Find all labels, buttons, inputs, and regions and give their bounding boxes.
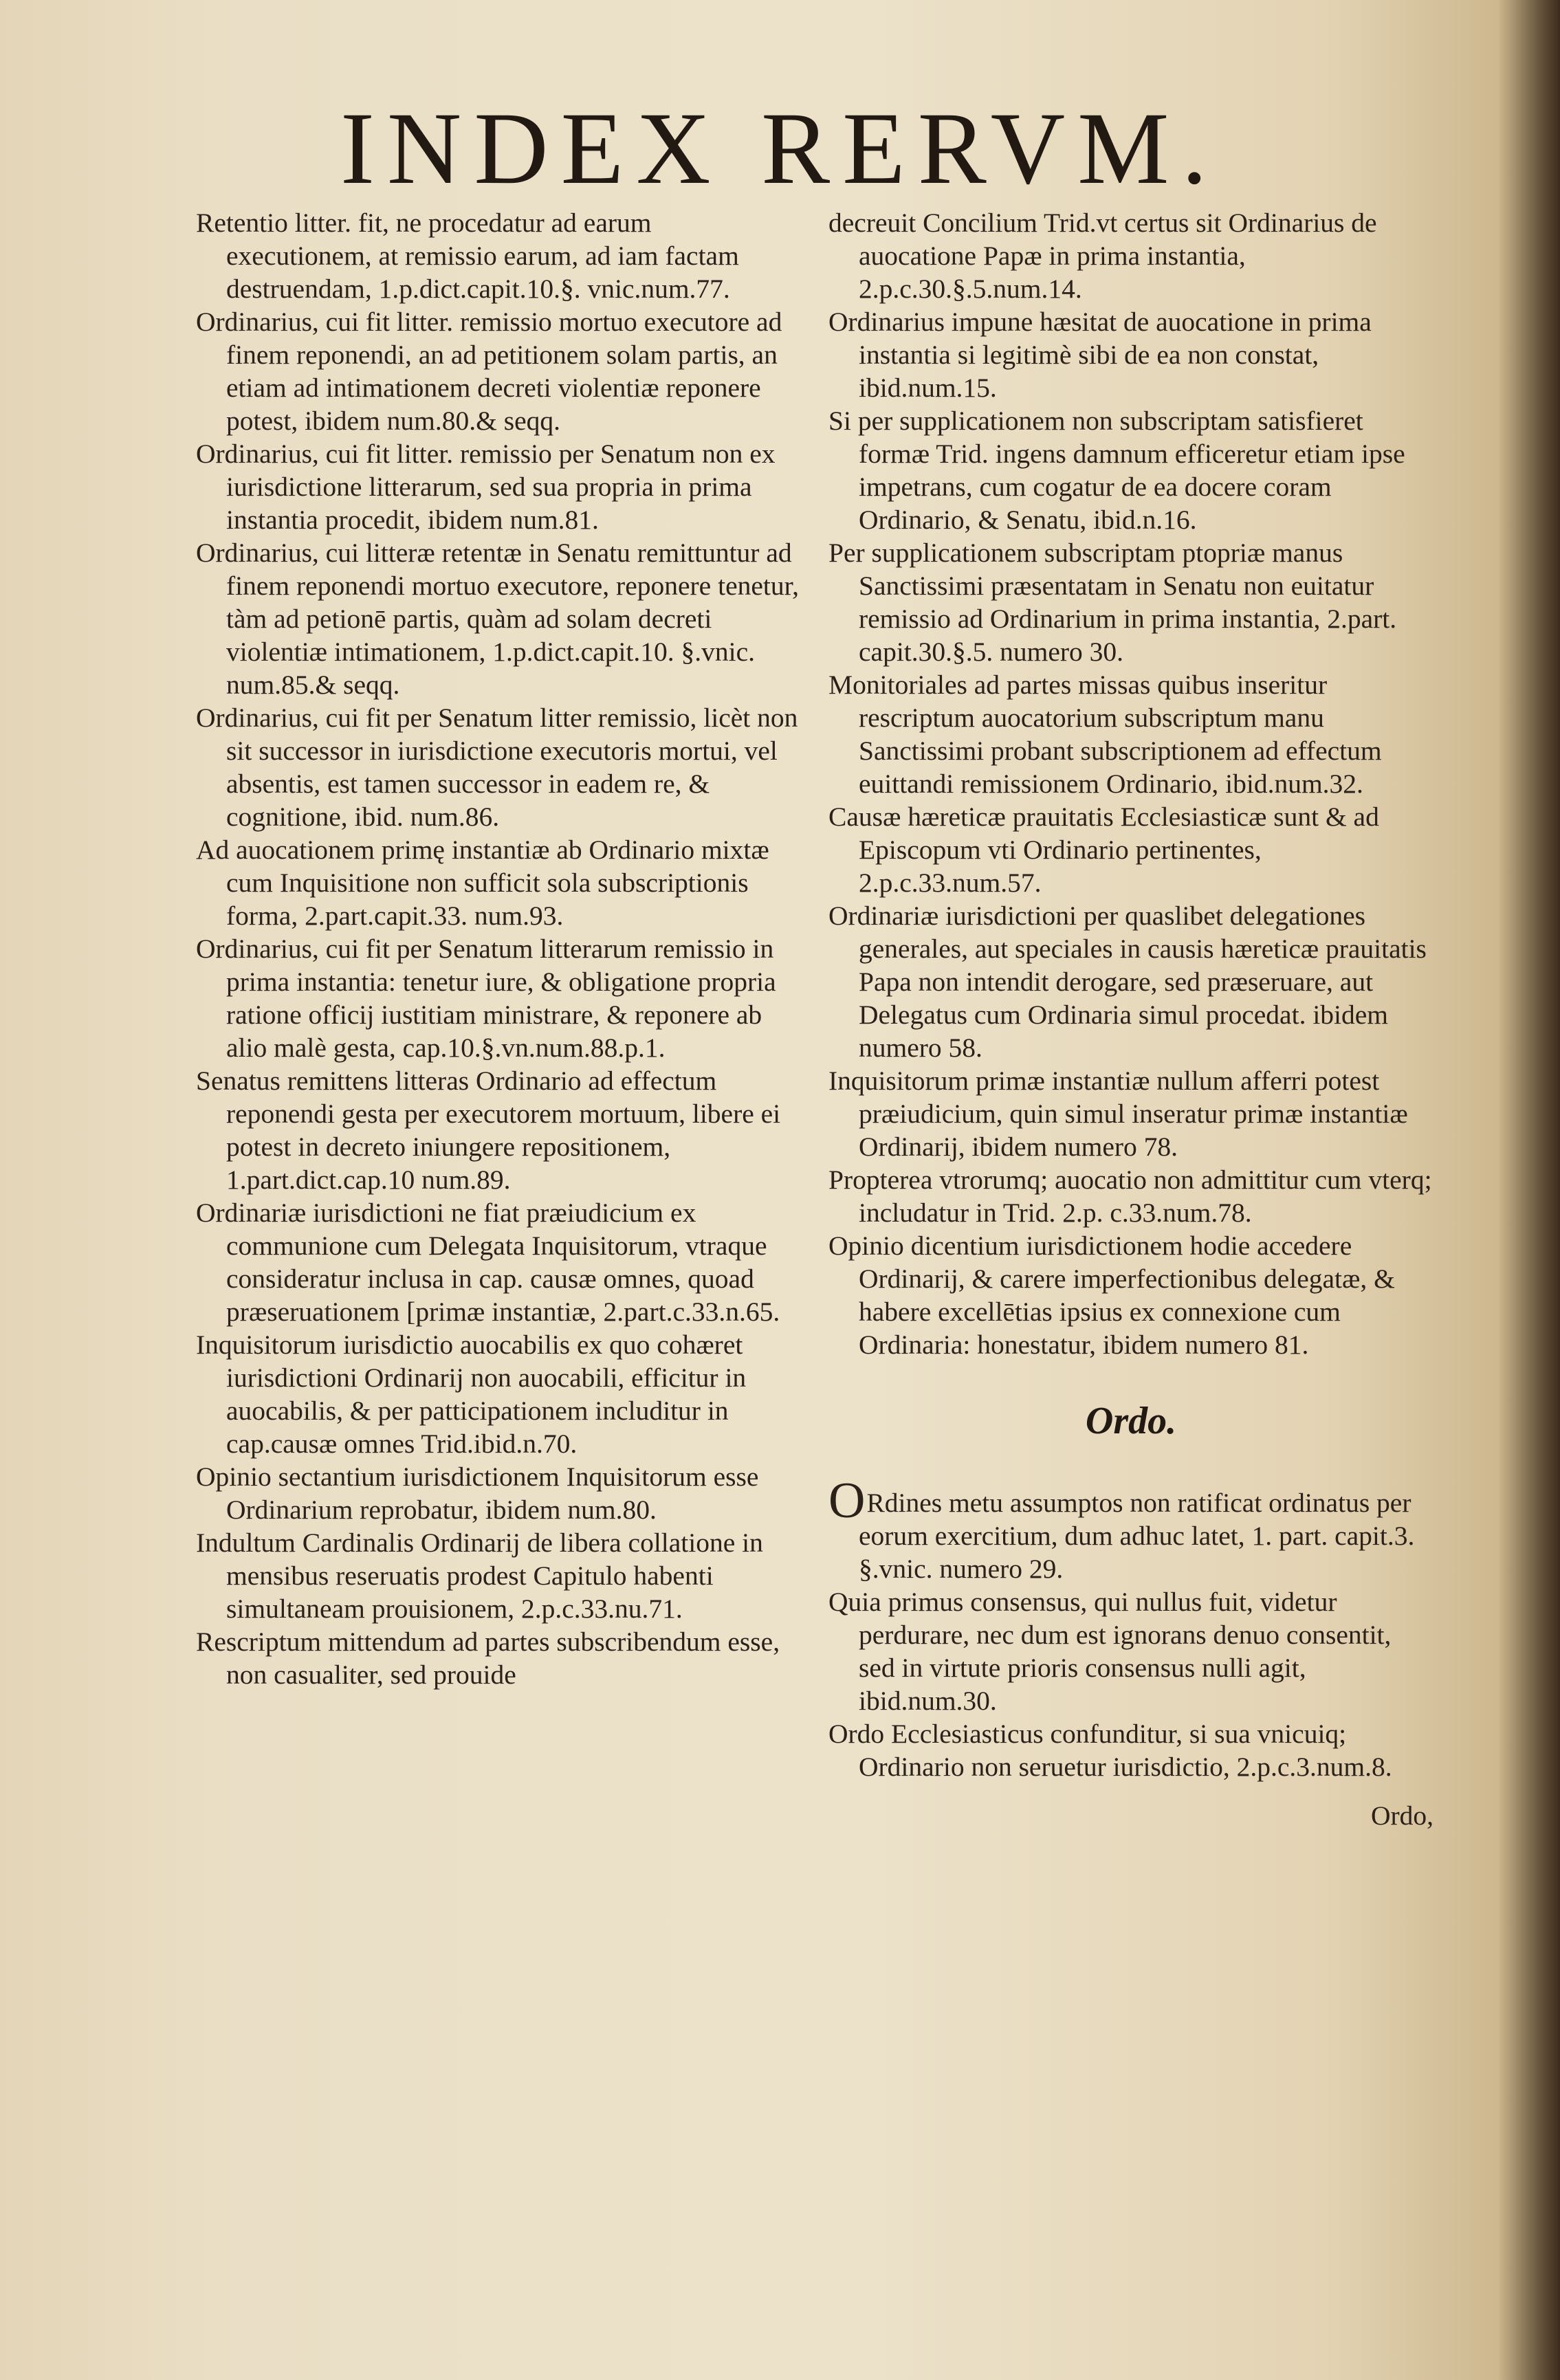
index-entry: Rescriptum mittendum ad partes subscribendum esse, non casualiter, sed prouide	[196, 1627, 780, 1690]
index-entry: decreuit Concilium Trid.vt certus sit Ordinarius de auocatione Papæ in prima instantia, 2.p.c.30.§.5.num.14.	[828, 208, 1377, 304]
section-heading: Ordo.	[1085, 1400, 1177, 1442]
index-entry: Ordinarius, cui fit per Senatum litterarum remissio in prima instantia: tenetur iure, & obligatione propria ratione officij iustitiam ministrare, & reponere ab alio malè gesta, cap.10.§.vn.num.88.p.1.	[196, 934, 776, 1063]
index-entry: Ordinarius impune hæsitat de auocatione in prima instantia si legitimè sibi de ea non constat, ibid.num.15.	[828, 307, 1372, 403]
index-entry: Quia primus consensus, qui nullus fuit, videtur perdurare, nec dum est ignorans denuo consentit, sed in virtute prioris consensus nulli agit, ibid.num.30.	[828, 1587, 1392, 1716]
index-entry: Propterea vtrorumq; auocatio non admittitur cum vterq; includatur in Trid. 2.p. c.33.num.78.	[828, 1165, 1432, 1228]
index-entry: Ordinariæ iurisdictioni per quaslibet delegationes generales, aut speciales in causis hæreticæ prauitatis Papa non intendit derogare, sed præseruare, aut Delegatus cum Ordinaria simul procedat. ibidem numero 58.	[828, 901, 1427, 1063]
index-entry: Indultum Cardinalis Ordinarij de libera collatione in mensibus reseruatis prodest Capitulo habenti simultaneam prouisionem, 2.p.c.33.nu.71.	[196, 1528, 763, 1624]
index-entry: Ordinariæ iurisdictioni ne fiat præiudicium ex communione cum Delegata Inquisitorum, vtraque consideratur inclusa in cap. causæ omnes, quoad præseruationem [primæ instantiæ, 2.part.c.33.n.65.	[196, 1198, 780, 1327]
index-entry: Ad auocationem primę instantiæ ab Ordinario mixtæ cum Inquisitione non sufficit sola subscriptionis forma, 2.part.capit.33. num.93.	[196, 835, 769, 931]
index-entry: Retentio litter. fit, ne procedatur ad earum executionem, at remissio earum, ad iam factam destruendam, 1.p.dict.capit.10.§. vnic.num.77.	[196, 208, 739, 304]
index-entry: Per supplicationem subscriptam ptopriæ manus Sanctissimi præsentatam in Senatu non euitatur remissio ad Ordinarium in prima instantia, 2.part. capit.30.§.5. numero 30.	[828, 538, 1397, 667]
index-entry: Ordinarius, cui fit litter. remissio mortuo executore ad finem reponendi, an ad petitionem solam partis, an etiam ad intimationem decreti violentiæ reponere potest, ibidem num.80.& seqq.	[196, 307, 782, 436]
drop-initial: O	[828, 1473, 866, 1529]
index-entry: Monitoriales ad partes missas quibus inseritur rescriptum auocatorium subscriptum manu Sanctissimi probant subscriptionem ad effectum euittandi remissionem Ordinario, ibid.num.32.	[828, 670, 1382, 799]
catchword-row	[828, 1783, 1433, 1831]
index-entry: Ordo Ecclesiasticus confunditur, si sua vnicuiq; Ordinario non seruetur iurisdictio, 2.p.c.3.num.8.	[828, 1719, 1392, 1782]
catchword: Ordo,	[1370, 1800, 1433, 1831]
index-entry: Ordinarius, cui fit litter. remissio per Senatum non ex iurisdictione litterarum, sed sua propria in prima instantia procedit, ibidem num.81.	[196, 439, 776, 535]
index-entry: Inquisitorum primæ instantiæ nullum afferri potest præiudicium, quin simul inseratur primæ instantiæ Ordinarij, ibidem numero 78.	[828, 1066, 1408, 1162]
left-column	[196, 206, 801, 1691]
right-column	[828, 206, 1433, 1831]
index-entry: Si per supplicationem non subscriptam satisfieret formæ Trid. ingens damnum efficeretur etiam ipse impetrans, cum cogatur de ea docere coram Ordinario, & Senatu, ibid.n.16.	[828, 406, 1405, 535]
index-entry: Inquisitorum iurisdictio auocabilis ex quo cohæret iurisdictioni Ordinarij non auocabili, efficitur in auocabilis, & per patticipationem includitur in cap.causæ omnes Trid.ibid.n.70.	[196, 1330, 747, 1459]
index-entry: Opinio dicentium iurisdictionem hodie accedere Ordinarij, & carere imperfectionibus delegatæ, & habere excellētias ipsius ex connexione cum Ordinaria: honestatur, ibidem numero 81.	[828, 1231, 1395, 1360]
index-entry: Causæ hæreticæ prauitatis Ecclesiasticæ sunt & ad Episcopum vti Ordinario pertinentes, 2.p.c.33.num.57.	[828, 802, 1379, 898]
index-entry: Ordinarius, cui fit per Senatum litter remissio, licèt non sit successor in iurisdictione executoris mortui, vel absentis, est tamen successor in eadem re, & cognitione, ibid. num.86.	[196, 703, 798, 832]
index-entry-text: Rdines metu assumptos non ratificat ordinatus per eorum exercitium, dum adhuc latet, 1. part. capit.3. §.vnic. numero 29.	[859, 1488, 1415, 1584]
index-entry: Ordinarius, cui litteræ retentæ in Senatu remittuntur ad finem reponendi mortuo executore, reponere tenetur, tàm ad petionē partis, quàm ad solam decreti violentiæ intimationem, 1.p.dict.capit.10. §.vnic. num.85.& seqq.	[196, 538, 800, 700]
running-head: INDEX RERVM.	[340, 91, 1220, 206]
index-entry: Senatus remittens litteras Ordinario ad effectum reponendi gesta per executorem mortuum, libere ei potest in decreto iniungere repositionem, 1.part.dict.cap.10 num.89.	[196, 1066, 781, 1195]
index-entry: Opinio sectantium iurisdictionem Inquisitorum esse Ordinarium reprobatur, ibidem num.80.	[196, 1462, 759, 1525]
index-entry-dropcap	[828, 1473, 1433, 1585]
